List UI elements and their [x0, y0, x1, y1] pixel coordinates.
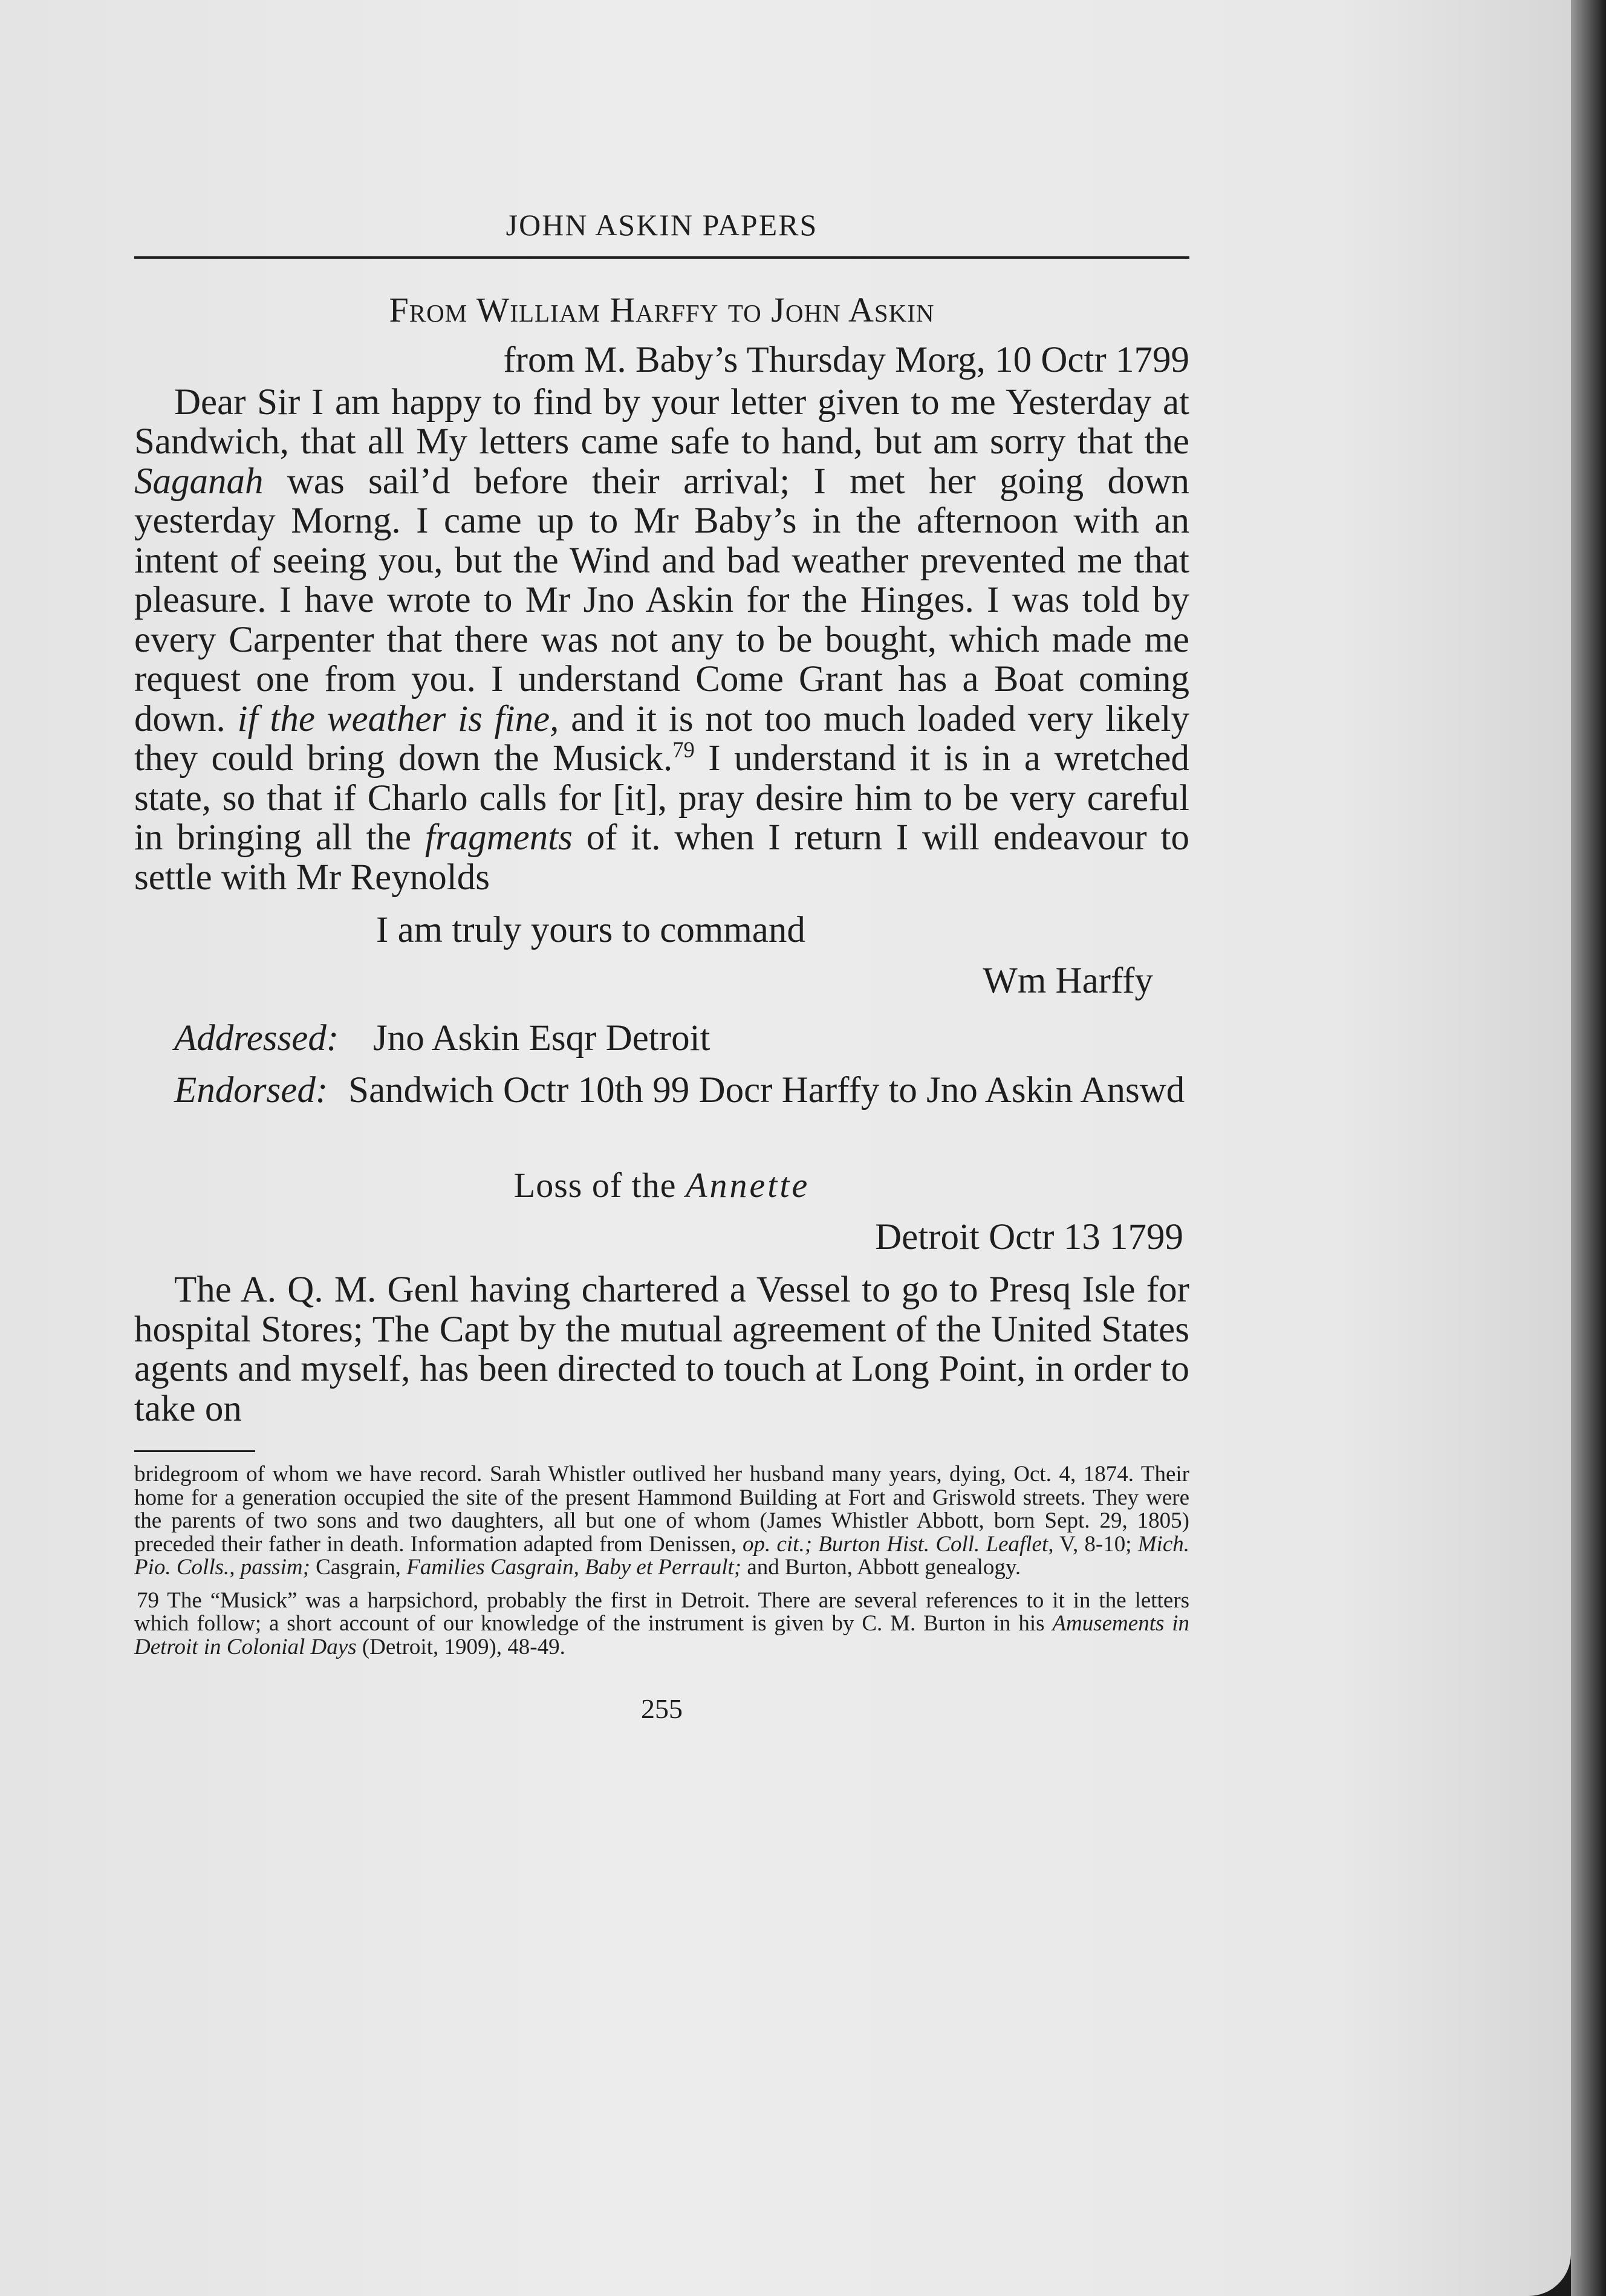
letter1-body-part5: of it. when I return I will endeavour to settle with Mr Reynolds [134, 817, 1189, 898]
letter1-body-part1: Dear Sir I am happy to find by your letter given to me Yesterday at Sandwich, that all My letters came safe to hand, but am sorry that the [134, 381, 1189, 462]
footnote-op-cit: op. cit.; [743, 1531, 813, 1557]
letter1-signature: Wm Harffy [983, 960, 1153, 1001]
footnote-mich-pio: Mich. Pio. Colls., passim; [134, 1531, 1189, 1580]
running-head: JOHN ASKIN PAPERS [506, 208, 818, 242]
footnotes [134, 1463, 1189, 1659]
footnote-79 [134, 1589, 1189, 1659]
letter1-italic-fragments: fragments [424, 817, 573, 858]
letter1-title-text: From William Harffy to John Askin [389, 290, 935, 329]
endorsed-label: Endorsed: [174, 1069, 328, 1111]
footnote-burton-leaflet: Burton Hist. Coll. Leaflet, [818, 1531, 1054, 1557]
ship-name-annette: Annette [686, 1166, 810, 1205]
letter1-closing: I am truly yours to command [376, 910, 805, 950]
footnote-rule [134, 1450, 255, 1452]
footnote-cont-part3: Casgrain, [310, 1555, 407, 1580]
letter1-body-part4: I understand it is in a wretched state, so that if Charlo calls for [it], pray desire him to be very careful in bringing all the [134, 738, 1189, 858]
footnote-continuation [134, 1463, 1189, 1580]
footnote-79-title: Amusements in Detroit in Colonial Days [134, 1611, 1190, 1659]
header-rule [134, 256, 1189, 259]
addressed-label: Addressed: [174, 1018, 339, 1059]
page-number: 255 [641, 1693, 683, 1724]
page-edge-shadow [1571, 0, 1606, 2296]
addressed-value: Jno Askin Esqr Detroit [373, 1018, 710, 1059]
letter1-title [134, 290, 1189, 330]
letter1-body-part3: and it is not too much loaded very likely they could bring down the Musick. [134, 698, 1189, 779]
footnote-79-part2: (Detroit, 1909), 48-49. [356, 1634, 565, 1659]
page-content [134, 206, 1189, 1729]
ship-name-saganah: Saganah [134, 461, 264, 502]
footnote-79-part1: The “Musick” was a harpsichord, probably the first in Detroit. There are several references to it in the letters which follow; a short account of our knowledge of the instrument is given by C. M. Burton in his [134, 1587, 1189, 1636]
footnote-cont-part1: bridegroom of whom we have record. Sarah Whistler outlived her husband many years, dying, Oct. 4, 1874. Their home for a generation occupied the site of the present Hammond Building at Fort and Griswold streets. They were the parents of two sons and two daughters, all but one of whom (James Whistler Abbott, born Sept. 29, 1805) preceded their father in death. Information adapted from Denissen, [134, 1462, 1189, 1557]
endorsed-value: Sandwich Octr 10th 99 Docr Harffy to Jno Askin Answd [348, 1069, 1185, 1111]
letter1-body [134, 383, 1189, 898]
letter2-title-prefix: Loss of the [513, 1166, 677, 1205]
endorsed-line [134, 1071, 1189, 1111]
footnote-79-number: 79 [137, 1587, 159, 1613]
footnote-ref-79: 79 [672, 737, 695, 762]
letter2-dateline: Detroit Octr 13 1799 [875, 1216, 1183, 1257]
footnote-cont-part4: and Burton, Abbott genealogy. [741, 1555, 1021, 1580]
letter1-body-part2: was sail’d before their arrival; I met her going down yesterday Morng. I came up to Mr Baby’s in the afternoon with an intent of seeing you, but the Wind and bad weather prevented me that pleasure. I have wrote to Mr Jno Askin for the Hinges. I was told by every Carpenter that there was not any to be bought, which made me request one from you. I understand Come Grant has a Boat coming down. [134, 461, 1189, 739]
addressed-line [134, 1019, 1189, 1059]
footnote-cont-part2: V, 8-10; [1053, 1531, 1138, 1557]
letter2-body: The A. Q. M. Genl having chartered a Vessel to go to Presq Isle for hospital Stores; The Capt by the mutual agreement of the United States agents and myself, has been directed to touch at Long Point, in order to take on [134, 1270, 1189, 1429]
letter1-italic-phrase: if the weather is fine, [237, 698, 559, 739]
letter1-dateline: from M. Baby’s Thursday Morg, 10 Octr 1799 [503, 340, 1189, 380]
footnote-families: Families Casgrain, Baby et Perrault; [406, 1555, 742, 1580]
letter2-title [134, 1166, 1189, 1205]
